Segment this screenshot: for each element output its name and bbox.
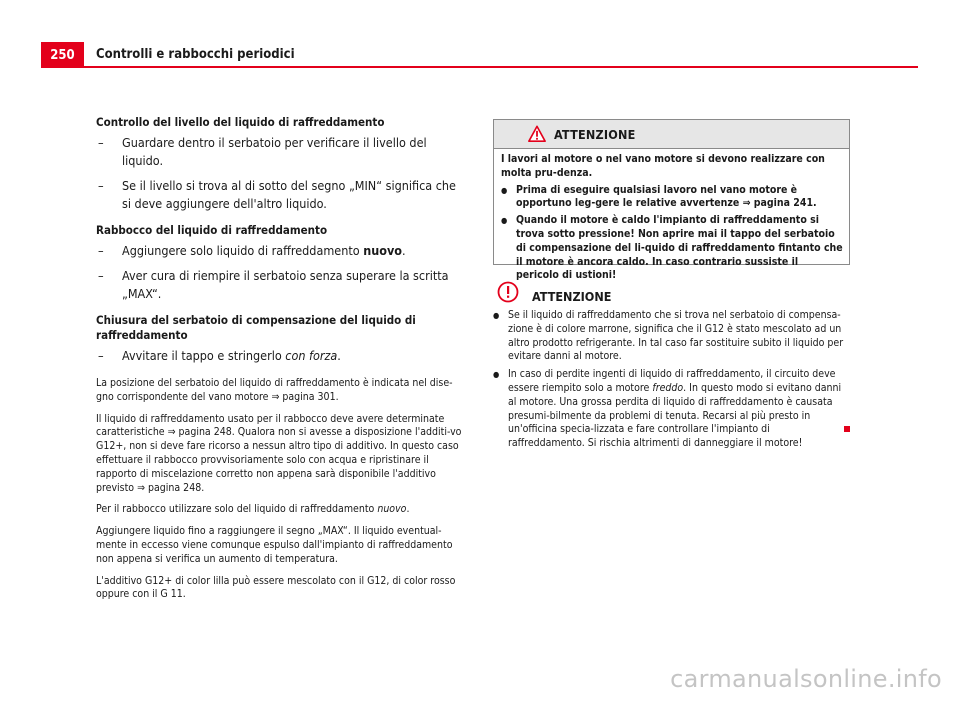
- section-heading-check: Controllo del livello del liquido di raffreddamento: [96, 115, 385, 129]
- warning-item-hot-engine: ● Quando il motore è caldo l'impianto di raffreddamento si trova sotto pressione! Non aprire mai il tappo del serbatoio di compensazione del li-quido di raffreddamento fintanto che il motore è ancora caldo. In caso contrario sussiste il pericolo di ustioni!: [501, 214, 843, 283]
- paragraph-additive-mix: L'additivo G12+ di color lilla può essere mescolato con il G12, di color rosso oppure con il G 11.: [96, 574, 456, 601]
- step-screw-cap: [96, 347, 466, 365]
- section-heading-refill: Rabbocco del liquido di raffreddamento: [96, 223, 328, 237]
- left-column: [96, 115, 466, 610]
- page-number: 250: [41, 42, 84, 68]
- warning-header: [494, 120, 849, 149]
- caution-header: [493, 280, 848, 304]
- paragraph-coolant-specs: Il liquido di raffreddamento usato per il rabbocco deve avere determinate caratteristiche ⇒ pagina 248. Qualora non si avesse a disposizione l'additi-vo G12+, non si deve fare ricorso a nessun altro tipo di additivo. In questo caso effettuare il rabbocco provvisoriamente solo con acqua e ripristinare il rapporto di miscelazione corretto non appena sarà disponibile l'additivo previsto ⇒ pagina 248.: [96, 412, 462, 494]
- caution-body: [493, 309, 848, 451]
- header-rule: [84, 66, 918, 68]
- paragraph-reservoir-position: La posizione del serbatoio del liquido di raffreddamento è indicata nel dise-gno corrispondente del vano motore ⇒ pagina 301.: [96, 377, 453, 403]
- watermark: carmanualsonline.info: [670, 665, 942, 693]
- step-add-text: Aggiungere solo liquido di raffreddamento: [122, 243, 364, 258]
- caution-title: ATTENZIONE: [532, 288, 612, 304]
- warning-item-read-notes: ● Prima di eseguire qualsiasi lavoro nel vano motore è opportuno leg-gere le relative avvertenze ⇒ pagina 241.: [501, 184, 843, 212]
- caution-item-brown-liquid: ● Se il liquido di raffreddamento che si trova nel serbatoio di compensa-zione è di colore marrone, significa che il G12 è stato mescolato ad un altro prodotto refrigerante. In tal caso far sostituire subito il liquido per evitare danni al motore.: [493, 309, 848, 364]
- step-look-reservoir: – Guardare dentro il serbatoio per verificare il livello del liquido.: [96, 134, 466, 170]
- step-below-min: – Se il livello si trova al di sotto del segno „MIN“ significa che si deve aggiungere dell'altro liquido.: [96, 177, 466, 213]
- new-coolant-italic: nuovo: [377, 503, 407, 516]
- step-add-new-liquid: [96, 242, 466, 260]
- new-coolant-end: .: [406, 503, 410, 516]
- step-fill-to-max: – Aver cura di riempire il serbatoio senza superare la scritta „MAX“.: [96, 267, 466, 303]
- warning-intro: I lavori al motore o nel vano motore si devono realizzare con molta pru-denza.: [501, 153, 825, 179]
- step-screw-text: Avvitare il tappo e stringerlo: [122, 348, 286, 363]
- warning-body: [494, 149, 849, 283]
- caution-leak-end: . In questo modo si evitano danni al motore. Una grossa perdita di liquido di raffreddamento è causata presumi-bilmente da problemi di tenuta. Recarsi al più presto in un'officina specia-lizzata e fare controllare l'impianto di raffreddamento. Si rischia altrimenti di danneggiare il motore!: [508, 381, 842, 450]
- new-coolant-text: Per il rabbocco utilizzare solo del liquido di raffreddamento: [96, 503, 378, 516]
- exclamation-circle-icon: [497, 281, 519, 303]
- warning-triangle-icon: [528, 125, 546, 143]
- warning-box: [493, 119, 850, 282]
- caution-leak-italic: freddo: [652, 381, 684, 394]
- caution-leak-text: In caso di perdite ingenti di liquido di raffreddamento, il circuito deve essere riempito solo a motore: [508, 368, 836, 394]
- caution-note: [493, 280, 848, 455]
- step-add-end: .: [402, 243, 406, 258]
- section-end-mark: [844, 426, 850, 432]
- chapter-title: Controlli e rabbocchi periodici: [96, 47, 295, 62]
- section-heading-close: Chiusura del serbatoio di compensazione del liquido di raffreddamento: [96, 313, 416, 342]
- step-screw-italic: con forza: [285, 348, 338, 363]
- step-screw-end: .: [337, 348, 341, 363]
- caution-item-leak: [493, 368, 848, 451]
- step-add-bold: nuovo: [363, 243, 403, 258]
- paragraph-fill-max: Aggiungere liquido fino a raggiungere il segno „MAX“. Il liquido eventual-mente in eccesso viene comunque espulso dall'impianto di raffreddamento non appena si verifica un aumento di temperatura.: [96, 525, 453, 565]
- paragraph-new-coolant: [96, 503, 466, 517]
- warning-title: ATTENZIONE: [554, 126, 636, 142]
